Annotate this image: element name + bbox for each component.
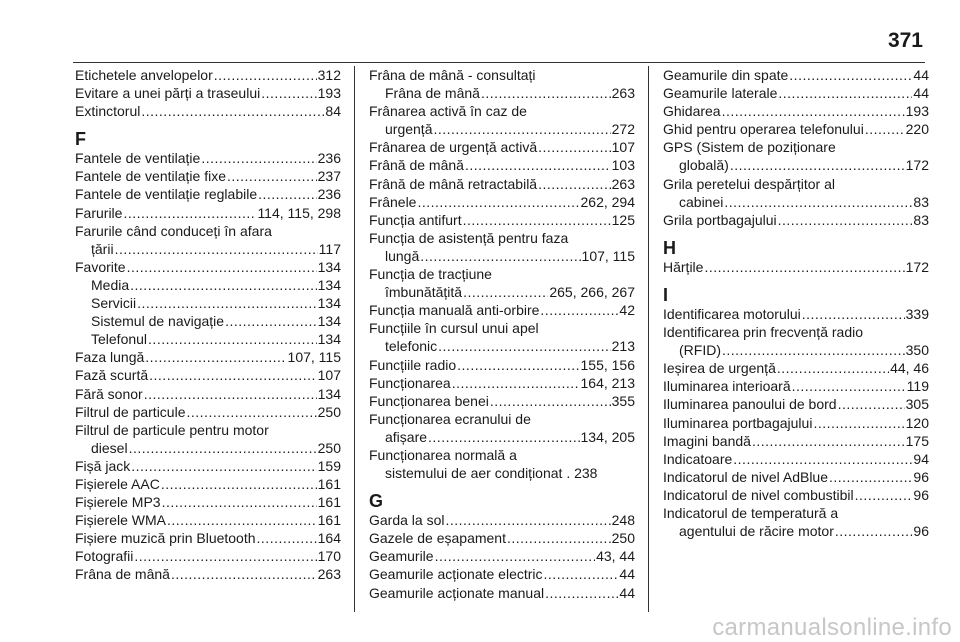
index-term: Frânarea de urgență activă xyxy=(369,139,538,156)
index-entry xyxy=(663,414,929,432)
index-entry xyxy=(75,348,341,366)
index-page-numbers: 96 xyxy=(913,523,929,540)
dot-leader xyxy=(428,428,579,446)
index-entry xyxy=(369,301,635,319)
dot-leader xyxy=(733,450,912,468)
index-term: Indicatorul de nivel AdBlue xyxy=(663,468,828,485)
index-term: Ghidarea xyxy=(663,103,721,120)
index-page-numbers: 172 xyxy=(905,258,929,275)
index-entry xyxy=(369,193,635,211)
index-page-numbers: 164, 213 xyxy=(580,374,635,391)
dot-leader xyxy=(129,439,317,457)
index-term: Fantele de ventilație xyxy=(75,150,201,167)
index-term: Gazele de eșapament xyxy=(369,530,506,547)
index-entry-heading: Funcția de asistență pentru faza xyxy=(369,229,569,246)
index-term: Fișă jack xyxy=(75,457,131,474)
dot-leader xyxy=(137,294,317,312)
dot-leader xyxy=(141,102,324,120)
index-term: Telefonul xyxy=(91,331,148,348)
index-page-numbers: 263 xyxy=(611,175,635,192)
index-page-numbers: 120 xyxy=(905,414,929,431)
dot-leader xyxy=(435,547,595,565)
index-term: Imagini bandă xyxy=(663,432,751,449)
index-entry xyxy=(75,493,341,511)
dot-leader xyxy=(752,432,905,450)
index-entry-heading: Funcționarea normală a xyxy=(369,446,517,463)
index-entry xyxy=(663,66,929,84)
dot-leader xyxy=(838,395,905,413)
index-term: Geamurile xyxy=(369,548,434,565)
index-page-numbers: 134, 205 xyxy=(580,428,635,445)
index-entry xyxy=(75,204,341,222)
index-term: Etichetele anvelopelor xyxy=(75,67,213,83)
index-page-numbers: 107 xyxy=(611,139,635,156)
dot-leader xyxy=(538,138,611,156)
dot-leader xyxy=(115,240,318,258)
dot-leader xyxy=(214,66,317,84)
index-entry xyxy=(663,211,929,229)
index-entry xyxy=(75,149,341,167)
index-term: Fișiere muzică prin Bluetooth xyxy=(75,530,256,547)
dot-leader xyxy=(538,175,611,193)
index-page-numbers: 83 xyxy=(913,211,929,228)
index-entry xyxy=(369,565,635,583)
index-entry-heading: Farurile când conduceți în afara xyxy=(75,222,272,239)
dot-leader xyxy=(171,565,317,583)
index-page-numbers: 350 xyxy=(905,342,929,359)
index-term: cabinei xyxy=(679,193,724,210)
index-term: Funcționarea benei xyxy=(369,392,489,409)
index-term: Iluminarea interioară xyxy=(663,378,791,395)
index-entry xyxy=(75,258,341,276)
index-page-numbers: 107, 115 xyxy=(581,247,635,264)
index-entry xyxy=(369,547,635,565)
index-entry xyxy=(369,156,635,174)
header-rule xyxy=(73,62,925,63)
watermark: carmanualsonline.info xyxy=(712,614,952,641)
dot-leader xyxy=(545,584,618,602)
dot-leader xyxy=(722,102,905,120)
index-entry-heading: Indicatorul de temperatură a xyxy=(663,504,839,521)
index-term: Faza lungă xyxy=(75,349,145,366)
index-term: Garda la sol xyxy=(369,512,445,529)
index-subentry xyxy=(75,330,341,348)
index-page-numbers: 250 xyxy=(317,439,341,456)
index-subentry xyxy=(75,240,341,258)
index-entry-heading: Funcțiile în cursul unui apel xyxy=(369,320,539,337)
index-column-3 xyxy=(663,66,929,540)
dot-leader xyxy=(722,341,905,359)
dot-leader xyxy=(162,493,317,511)
index-subentry xyxy=(369,120,635,138)
index-entry xyxy=(369,138,635,156)
index-page-numbers: 107 xyxy=(317,367,341,384)
index-term: Ghid pentru operarea telefonului xyxy=(663,121,864,138)
index-page-numbers: 213 xyxy=(611,338,635,355)
dot-leader xyxy=(201,149,316,167)
column-divider xyxy=(354,66,355,612)
index-page-numbers: 159 xyxy=(317,457,341,474)
index-entry xyxy=(75,565,341,583)
dot-leader xyxy=(792,377,906,395)
dot-leader xyxy=(829,468,912,486)
index-column-1 xyxy=(75,66,341,584)
index-entry xyxy=(663,102,929,120)
column-divider xyxy=(648,66,649,612)
dot-leader xyxy=(463,283,548,301)
index-term: Fișierele AAC xyxy=(75,475,160,492)
index-entry xyxy=(663,432,929,450)
index-entry xyxy=(369,356,635,374)
index-entry xyxy=(663,468,929,486)
index-entry xyxy=(369,211,635,229)
index-entry xyxy=(369,584,635,602)
index-page-numbers: 220 xyxy=(905,121,929,138)
index-page-numbers: 134 xyxy=(317,385,341,402)
index-term: telefonic xyxy=(385,338,438,355)
index-subentry xyxy=(663,193,929,211)
index-page-numbers: 236 xyxy=(317,186,341,203)
index-subentry xyxy=(369,428,635,446)
dot-leader xyxy=(544,565,619,583)
dot-leader xyxy=(507,529,611,547)
dot-leader xyxy=(835,522,913,540)
index-term: Evitare a unei părți a traseului xyxy=(75,85,261,102)
index-entry xyxy=(75,529,341,547)
index-entry xyxy=(369,374,635,392)
dot-leader xyxy=(463,211,611,229)
dot-leader xyxy=(540,301,618,319)
index-page-numbers: 96 xyxy=(913,468,929,485)
index-page-numbers: 83 xyxy=(913,193,929,210)
index-term: urgență xyxy=(385,121,433,138)
index-term: Filtrul de particule xyxy=(75,403,186,420)
index-term: Fantele de ventilație fixe xyxy=(75,168,226,185)
index-page-numbers: 134 xyxy=(317,313,341,330)
dot-leader xyxy=(127,258,317,276)
index-page-numbers: 134 xyxy=(317,258,341,275)
dot-leader xyxy=(130,276,317,294)
index-term: Fantele de ventilație reglabile xyxy=(75,186,258,203)
index-term: Hărțile xyxy=(663,258,704,275)
index-term: Ieșirea de urgență xyxy=(663,360,776,377)
dot-leader xyxy=(433,120,610,138)
index-entry xyxy=(369,511,635,529)
index-term: Geamurile acționate electric xyxy=(369,566,543,583)
index-entry-heading: Funcția de tracțiune xyxy=(369,266,492,283)
dot-leader xyxy=(813,414,904,432)
index-page-numbers: 164 xyxy=(317,530,341,547)
index-column-2 xyxy=(369,66,635,602)
index-term: Iluminarea panoului de bord xyxy=(663,396,837,413)
index-entry xyxy=(369,175,635,193)
index-term: Sistemul de navigație xyxy=(91,313,225,330)
index-entry xyxy=(75,475,341,493)
index-page-numbers: 44, 46 xyxy=(890,360,929,377)
index-term: Fotografii xyxy=(75,548,134,565)
index-term: Frâna de mână xyxy=(385,85,480,102)
index-page-numbers: 117 xyxy=(318,240,341,257)
index-page-numbers: 175 xyxy=(905,432,929,449)
index-term: afișare xyxy=(385,428,428,445)
index-term: Indicatoare xyxy=(663,450,733,467)
index-term: Geamurile din spate xyxy=(663,67,789,83)
dot-leader xyxy=(490,392,611,410)
index-term: Funcționarea xyxy=(369,374,451,391)
index-entry xyxy=(663,450,929,468)
index-term: Geamurile laterale xyxy=(663,85,778,102)
index-subentry xyxy=(75,276,341,294)
index-page-numbers: 193 xyxy=(317,85,341,102)
dot-leader xyxy=(257,529,317,547)
dot-leader xyxy=(724,193,912,211)
index-entry xyxy=(75,167,341,185)
dot-leader xyxy=(778,211,913,229)
index-term: Fișierele WMA xyxy=(75,512,167,529)
section-letter: I xyxy=(663,284,669,305)
index-subentry xyxy=(663,156,929,174)
index-term: (RFID) xyxy=(679,342,721,359)
index-page-numbers: 250 xyxy=(317,403,341,420)
index-entry-heading: Frâna de mână - consultați xyxy=(369,67,536,83)
index-entry xyxy=(75,385,341,403)
index-term: Frână de mână retractabilă xyxy=(369,175,538,192)
index-subentry xyxy=(663,341,929,359)
index-entry-heading: Grila peretelui despărțitor al xyxy=(663,175,835,192)
index-entry xyxy=(663,258,929,276)
index-page-numbers: 114, 115, 298 xyxy=(257,204,341,221)
dot-leader xyxy=(144,385,317,403)
dot-leader xyxy=(225,312,317,330)
dot-leader xyxy=(789,66,912,84)
index-entry-heading: sistemului de aer condiționat . 238 xyxy=(385,465,598,482)
index-page-numbers: 96 xyxy=(913,486,929,503)
dot-leader xyxy=(452,374,580,392)
index-page-numbers: 161 xyxy=(317,512,341,529)
index-page-numbers: 236 xyxy=(317,150,341,167)
dot-leader xyxy=(777,359,889,377)
index-page-numbers: 170 xyxy=(317,548,341,565)
index-page-numbers: 262, 294 xyxy=(580,193,635,210)
index-term: Indicatorul de nivel combustibil xyxy=(663,486,854,503)
index-term: Frână de mână xyxy=(369,157,464,174)
index-page-numbers: 43, 44 xyxy=(596,548,635,565)
index-entry-heading: Funcționarea ecranului de xyxy=(369,410,531,427)
dot-leader xyxy=(134,547,316,565)
index-page-numbers: 42 xyxy=(619,302,635,319)
index-page-numbers: 125 xyxy=(611,211,635,228)
index-page-numbers: 248 xyxy=(611,512,635,529)
index-term: Fază scurtă xyxy=(75,367,149,384)
index-term: Frâna de mână xyxy=(75,566,170,583)
index-page-numbers: 161 xyxy=(317,494,341,511)
index-page-numbers: 94 xyxy=(913,450,929,467)
index-subentry xyxy=(369,247,635,265)
index-entry-heading: GPS (Sistem de poziționare xyxy=(663,139,836,156)
index-term: Favorite xyxy=(75,258,126,275)
index-page-numbers: 355 xyxy=(611,392,635,409)
index-entry xyxy=(663,486,929,504)
index-entry xyxy=(369,392,635,410)
index-entry xyxy=(75,84,341,102)
dot-leader xyxy=(145,348,286,366)
dot-leader xyxy=(261,84,316,102)
index-entry xyxy=(75,66,341,84)
index-entry xyxy=(75,547,341,565)
dot-leader xyxy=(258,185,317,203)
index-page-numbers: 250 xyxy=(611,530,635,547)
index-term: Iluminarea portbagajului xyxy=(663,414,813,431)
index-subentry xyxy=(369,84,635,102)
dot-leader xyxy=(481,84,611,102)
index-page-numbers: 44 xyxy=(913,67,929,83)
index-page-numbers: 265, 266, 267 xyxy=(549,284,635,301)
dot-leader xyxy=(123,204,256,222)
index-term: Fișierele MP3 xyxy=(75,494,161,511)
index-entry xyxy=(663,84,929,102)
index-entry xyxy=(663,305,929,323)
index-entry xyxy=(663,120,929,138)
index-page-numbers: 103 xyxy=(611,157,635,174)
index-page-numbers: 193 xyxy=(905,103,929,120)
index-page-numbers: 155, 156 xyxy=(580,356,635,373)
index-page-numbers: 119 xyxy=(906,378,929,395)
dot-leader xyxy=(420,247,580,265)
index-page-numbers: 134 xyxy=(317,295,341,312)
dot-leader xyxy=(457,356,579,374)
index-entry xyxy=(663,395,929,413)
index-page-numbers: 237 xyxy=(317,168,341,185)
dot-leader xyxy=(465,156,611,174)
index-page-numbers: 107, 115 xyxy=(287,349,341,366)
index-term: țării xyxy=(91,240,114,257)
index-entry xyxy=(75,366,341,384)
index-term: Extinctorul xyxy=(75,103,141,120)
index-entry-heading: Identificarea prin frecvență radio xyxy=(663,324,863,341)
index-page-numbers: 44 xyxy=(913,85,929,102)
index-entry xyxy=(75,511,341,529)
index-term: Frânele xyxy=(369,193,417,210)
dot-leader xyxy=(438,337,610,355)
dot-leader xyxy=(417,193,579,211)
dot-leader xyxy=(149,366,317,384)
page-number: 371 xyxy=(887,29,923,52)
index-term: Identificarea motorului xyxy=(663,305,801,322)
dot-leader xyxy=(855,486,913,504)
index-term: Funcția manuală anti-orbire xyxy=(369,302,540,319)
index-term: globală) xyxy=(679,157,729,174)
index-term: Grila portbagajului xyxy=(663,211,777,228)
index-entry xyxy=(663,359,929,377)
dot-leader xyxy=(131,457,316,475)
index-page-numbers: 84 xyxy=(325,103,341,120)
section-letter: G xyxy=(369,491,384,512)
dot-leader xyxy=(802,305,905,323)
index-term: Funcția antifurt xyxy=(369,211,462,228)
dot-leader xyxy=(730,156,905,174)
dot-leader xyxy=(778,84,912,102)
index-page-numbers: 172 xyxy=(905,157,929,174)
index-entry-heading: Filtrul de particule pentru motor xyxy=(75,421,269,438)
index-page-numbers: 134 xyxy=(317,331,341,348)
index-entry-heading: Frânarea activă în caz de xyxy=(369,103,527,120)
index-term: Fără sonor xyxy=(75,385,143,402)
index-subentry xyxy=(75,312,341,330)
index-page-numbers: 339 xyxy=(905,305,929,322)
index-page-numbers: 263 xyxy=(317,566,341,583)
dot-leader xyxy=(161,475,317,493)
index-term: Geamurile acționate manual xyxy=(369,584,545,601)
index-page-numbers: 161 xyxy=(317,475,341,492)
dot-leader xyxy=(227,167,317,185)
section-letter: H xyxy=(663,237,676,258)
index-page-numbers: 305 xyxy=(905,396,929,413)
index-entry xyxy=(663,377,929,395)
index-page-numbers: 44 xyxy=(619,566,635,583)
index-entry xyxy=(75,457,341,475)
index-term: Funcțiile radio xyxy=(369,356,457,373)
dot-leader xyxy=(148,330,317,348)
index-subentry xyxy=(369,283,635,301)
index-subentry xyxy=(75,439,341,457)
dot-leader xyxy=(865,120,905,138)
index-term: îmbunătățită xyxy=(385,284,463,301)
index-subentry xyxy=(369,337,635,355)
index-page-numbers: 312 xyxy=(317,67,341,83)
index-subentry xyxy=(663,522,929,540)
index-page-numbers: 272 xyxy=(611,121,635,138)
index-term: diesel xyxy=(91,439,128,456)
dot-leader xyxy=(445,511,610,529)
dot-leader xyxy=(704,258,904,276)
index-term: lungă xyxy=(385,247,420,264)
index-term: Servicii xyxy=(91,295,137,312)
section-letter: F xyxy=(75,129,86,150)
index-term: Media xyxy=(91,276,130,293)
index-page-numbers: 44 xyxy=(619,584,635,601)
dot-leader xyxy=(167,511,317,529)
index-page-numbers: 263 xyxy=(611,85,635,102)
index-term: Farurile xyxy=(75,204,123,221)
index-entry xyxy=(369,529,635,547)
index-entry xyxy=(75,102,341,120)
index-entry xyxy=(75,403,341,421)
index-entry xyxy=(75,185,341,203)
index-subentry xyxy=(75,294,341,312)
index-term: agentului de răcire motor xyxy=(679,523,834,540)
index-page-numbers: 134 xyxy=(317,276,341,293)
dot-leader xyxy=(187,403,317,421)
